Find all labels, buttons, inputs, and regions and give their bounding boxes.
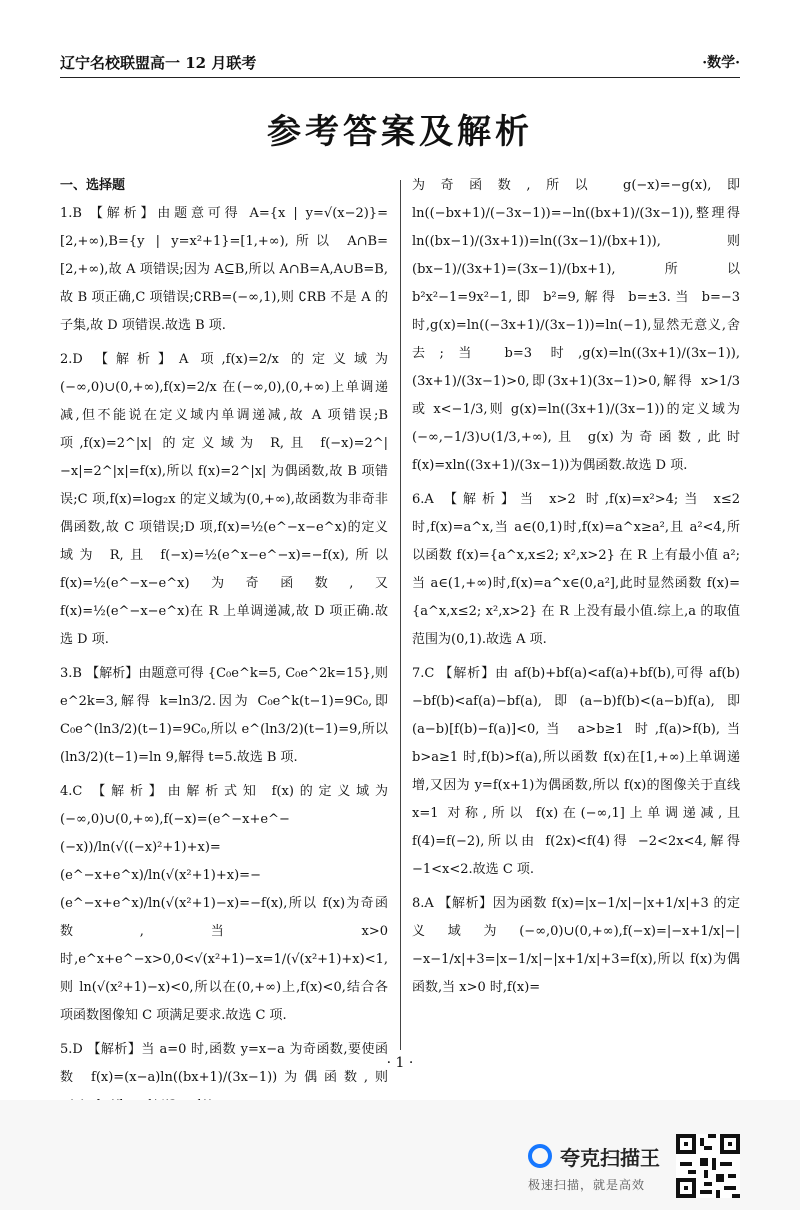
answer-item-3: 3.B 【解析】由题意可得 {C₀e^k=5, C₀e^2k=15},则 e^2k=3,解得 k=ln3/2.因为 C₀e^k(t−1)=9C₀,即 C₀e^(ln3/2)(t−1)=9C₀,所以 e^(ln3/2)(t−1)=9,所以 (ln3/2)(t−1)=ln 9,解得 t=5.故选 B 项. xyxy=(60,666,388,765)
answer-item-4: 4.C 【解析】由解析式知 f(x)的定义域为(−∞,0)∪(0,+∞),f(−x)=(e^−x+e^−(−x))/ln(√((−x)²+1)+x)=(e^−x+e^x)/ln(√(x²+1)+x)=−(e^−x+e^x)/ln(√(x²+1)−x)=−f(x),所以 f(x)为奇函数,当 x>0 时,e^x+e^−x>0,0<√(x²+1)−x=1/(√(x²+1)+x)<1,则 ln(√(x²+1)−x)<0,所以在(0,+∞)上,f(x)<0,结合各项函数图像知 C 项满足要求.故选 C 项. xyxy=(60,784,388,1023)
answer-item-5-continued: 为奇函数,所以 g(−x)=−g(x),即 ln((−bx+1)/(−3x−1))=−ln((bx+1)/(3x−1)),整理得 ln((bx−1)/(3x+1))=ln((3x−1)/(bx+1)),则 (bx−1)/(3x+1)=(3x−1)/(bx+1),所以 b²x²−1=9x²−1,即 b²=9,解得 b=±3.当 b=−3 时,g(x)=ln((−3x+1)/(3x−1))=ln(−1),显然无意义,舍去;当 b=3 时,g(x)=ln((3x+1)/(3x−1)),(3x+1)/(3x−1)>0,即(3x+1)(3x−1)>0,解得 x>1/3 或 x<−1/3,则 g(x)=ln((3x+1)/(3x−1))的定义域为(−∞,−1/3)∪(1/3,+∞),且 g(x)为奇函数,此时 f(x)=xln((3x+1)/(3x−1))为偶函数.故选 D 项. xyxy=(412,178,740,473)
scanner-slogan: 极速扫描，就是高效 xyxy=(528,1178,646,1192)
header-subject: ·数学· xyxy=(702,55,740,71)
answer-item-2: 2.D 【解析】A 项,f(x)=2/x 的定义域为(−∞,0)∪(0,+∞),f(x)=2/x 在(−∞,0),(0,+∞)上单调递减,但不能说在定义域内单调递减,故 A 项错误;B 项,f(x)=2^|x| 的定义域为 R,且 f(−x)=2^|−x|=2^|x|=f(x),所以 f(x)=2^|x| 为偶函数,故 B 项错误;C 项,f(x)=log₂x 的定义域为(0,+∞),故函数为非奇非偶函数,故 C 项错误;D 项,f(x)=½(e^−x−e^x)的定义域为 R,且 f(−x)=½(e^x−e^−x)=−f(x),所以 f(x)=½(e^−x−e^x)为奇函数,又 f(x)=½(e^−x−e^x)在 R 上单调递减,故 D 项正确.故选 D 项. xyxy=(60,352,388,647)
answer-item-7: 7.C 【解析】由 af(b)+bf(a)<af(a)+bf(b),可得 af(b)−bf(b)<af(a)−bf(a),即(a−b)f(b)<(a−b)f(a),即(a−b)[f(b)−f(a)]<0,当 a>b≥1 时,f(a)>f(b),当 b>a≥1 时,f(b)>f(a),所以函数 f(x)在[1,+∞)上单调递增,又因为 y=f(x+1)为偶函数,所以 f(x)的图像关于直线 x=1 对称,所以 f(x)在(−∞,1]上单调递减,且 f(4)=f(−2),所以由 f(2x)<f(4)得 −2<2x<4,解得−1<x<2.故选 C 项. xyxy=(412,666,740,877)
answer-item-5: 5.D 【解析】当 a=0 时,函数 y=x−a 为奇函数,要使函数 f(x)=(x−a)ln((bx+1)/(3x−1))为偶函数,则 xyxy=(60,1042,388,1085)
answer-item-6: 6.A 【解析】当 x>2 时,f(x)=x²>4;当 x≤2 时,f(x)=a^x,当 a∈(0,1)时,f(x)=a^x≥a²,且 a²<4,所以函数 f(x)={a^x,x≤2; x²,x>2} 在 R 上有最小值 a²;当 a∈(1,+∞)时,f(x)=a^x∈(0,a²],此时显然函数 f(x)={a^x,x≤2; x²,x>2} 在 R 上没有最小值.综上,a 的取值范围为(0,1).故选 A 项. xyxy=(412,492,740,647)
left-column xyxy=(60,172,388,1126)
page-title: 参考答案及解析 xyxy=(267,112,533,152)
scanner-app-name: 夸克扫描王 xyxy=(560,1146,660,1170)
section-heading: 一、选择题 xyxy=(60,178,126,193)
qr-code-icon xyxy=(676,1134,740,1198)
answer-item-8: 8.A 【解析】因为函数 f(x)=|x−1/x|−|x+1/x|+3 的定义域为(−∞,0)∪(0,+∞),f(−x)=|−x+1/x|−|−x−1/x|+3=|x−1/x|−|x+1/x|+3=f(x),所以 f(x)为偶函数,当 x>0 时,f(x)= xyxy=(412,896,740,995)
answer-item-1: 1.B 【解析】由题意可得 A={x | y=√(x−2)}=[2,+∞),B={y | y=x²+1}=[1,+∞),所以 A∩B=[2,+∞),故 A 项错误;因为 A⊆B,所以 A∩B=A,A∪B=B,故 B 项正确,C 项错误;∁RB=(−∞,1),则 ∁RB 不是 A 的子集,故 D 项错误.故选 B 项. xyxy=(60,206,388,333)
header-rule xyxy=(60,77,740,78)
column-divider xyxy=(400,180,401,1050)
page-number: · 1 · xyxy=(386,1055,414,1071)
right-column xyxy=(412,172,740,1008)
quark-logo-icon xyxy=(528,1144,552,1168)
header-exam-name: 辽宁名校联盟高一 12 月联考 xyxy=(60,54,257,72)
scanner-watermark xyxy=(528,1140,668,1200)
page-header xyxy=(60,52,740,76)
